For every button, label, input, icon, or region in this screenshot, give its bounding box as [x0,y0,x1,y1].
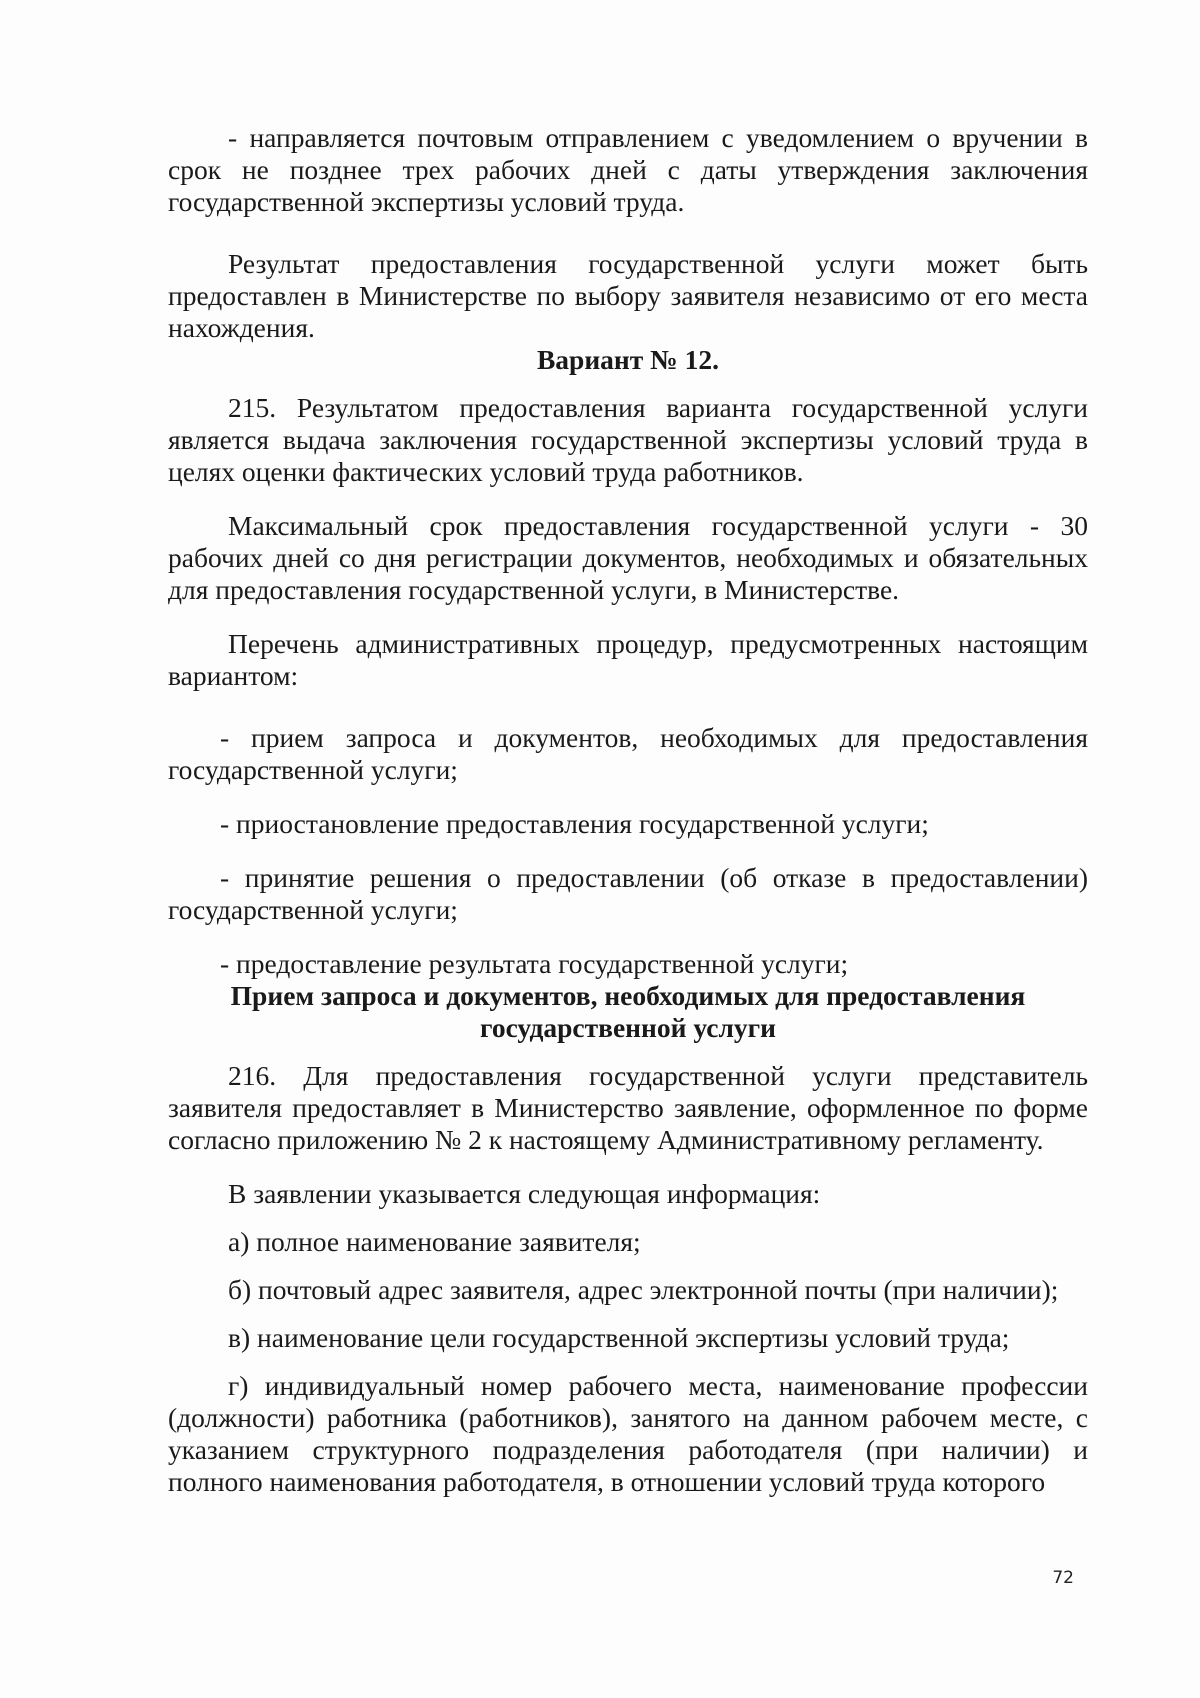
document-body [168,122,1088,1498]
list-item-g: г) индивидуальный номер рабочего места, наименование профессии (должности) работника (работников), занятого на данном рабочем месте, с указанием структурного подразделения работодателя (при наличии) и полного наименования работодателя, в отношении условий труда которого [168,1370,1088,1497]
heading-variant-12: Вариант № 12. [536,344,720,375]
page-number: 72 [1052,1568,1074,1588]
list-item-receive-request: - прием запроса и документов, необходимых для предоставления государственной услуги; [168,722,1088,785]
paragraph-max-term: Максимальный срок предоставления государственной услуги - 30 рабочих дней со дня регистрации документов, необходимых и обязательных для предоставления государственной услуги, в Министерстве. [168,510,1088,605]
heading-receive-request: Прием запроса и документов, необходимых для предоставления государственной услуги [230,980,1026,1043]
list-item-b: б) почтовый адрес заявителя, адрес электронной почты (при наличии); [228,1274,1059,1305]
paragraph-result-location: Результат предоставления государственной услуги может быть предоставлен в Министерстве по выбору заявителя независимо от его места нахождения. [168,248,1088,343]
list-item-suspension: - приостановление предоставления государственной услуги; [220,808,929,839]
paragraph-procedures-list-intro: Перечень административных процедур, предусмотренных настоящим вариантом: [168,628,1088,691]
paragraph-216: 216. Для предоставления государственной услуги представитель заявителя предоставляет в Министерство заявление, оформленное по форме согласно приложению № 2 к настоящему Административному регламенту. [168,1060,1088,1155]
list-item-provide-result: - предоставление результата государственной услуги; [220,948,849,979]
paragraph-application-info: В заявлении указывается следующая информация: [228,1178,821,1209]
paragraph-postal-delivery: - направляется почтовым отправлением с уведомлением о вручении в срок не позднее трех рабочих дней с даты утверждения заключения государственной экспертизы условий труда. [168,122,1088,217]
list-item-decision: - принятие решения о предоставлении (об отказе в предоставлении) государственной услуги; [168,862,1088,925]
list-item-v: в) наименование цели государственной экспертизы условий труда; [228,1322,1010,1353]
paragraph-215: 215. Результатом предоставления варианта государственной услуги является выдача заключения государственной экспертизы условий труда в целях оценки фактических условий труда работников. [168,392,1088,487]
list-item-a: а) полное наименование заявителя; [228,1226,641,1257]
